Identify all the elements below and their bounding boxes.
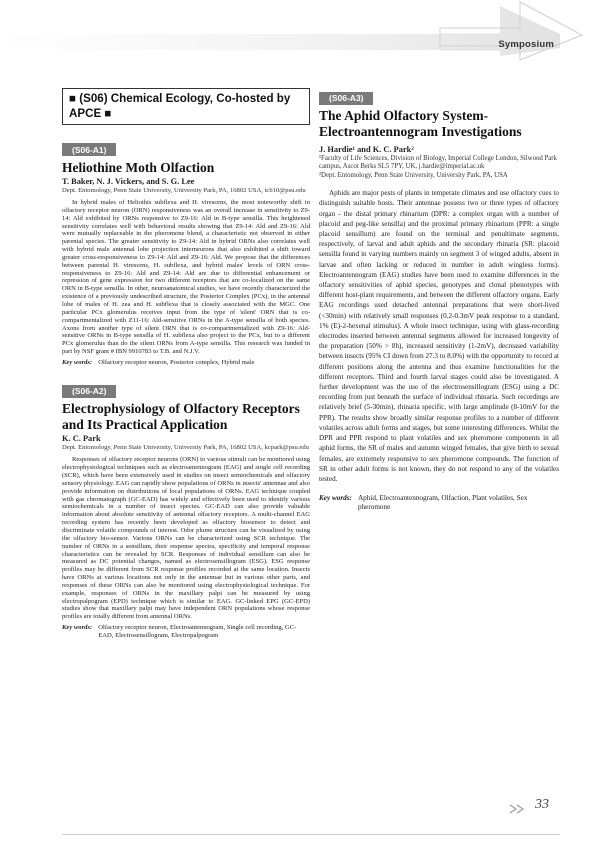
- abstract-title: Electrophysiology of Olfactory Receptors and Its Practical Application: [62, 401, 300, 432]
- abstract-tag: (S06-A3): [319, 92, 373, 105]
- abstract-body: [62, 456, 310, 621]
- symposium-header-graphic: [0, 0, 600, 62]
- keywords-list: Olfactory receptor neuron, Posterior complex, Hybrid male: [98, 358, 255, 366]
- keywords-list: Olfactory receptor neuron, Electroantennogram, Single cell recording, GC-EAD, Electrosensillogram, Electropalpogram: [98, 624, 297, 640]
- affiliation-line: ¹Faculty of Life Sciences, Division of Biology, Imperial College London, Silwood Park campus, Ascot Berks SL5 7PY, UK, j.hardie@imperial.ac.uk: [319, 155, 557, 171]
- affiliation-line: ²Dept. Entomology, Penn State University, University Park, PA, USA: [319, 171, 508, 179]
- abstract-title: The Aphid Olfactory System-Electroantennogram Investigations: [319, 108, 522, 139]
- abstract-authors: T. Baker, N. J. Vickers, and S. G. Lee: [62, 177, 195, 186]
- footer-rule: [62, 834, 560, 835]
- keywords: [62, 359, 310, 367]
- abstract-tag: (S06-A1): [62, 143, 116, 156]
- right-column: [319, 88, 559, 512]
- abstract-affiliation: Dept. Entomology, Penn State University, University Park, PA, 16802 USA, tcb10@psu.edu: [62, 187, 306, 194]
- abstract-paragraph: Responses of olfactory receptor neurons (ORN) to various stimuli can be monitored using electrophysiological techniques such as electroantennogram (EAG) and single cell recording (SCR), which have been extensively used in studies on insect semiochemicals and olfactory sensory physiology. EAG can rapidly show populations of ORNs in insects' antennae and also provide information on distributions of local populations of ORNs. EAG technique coupled with gas chromatograph (GC-EAD) has widely and effectively been used to identify various semiochemicals in a number of insect species. GC-EAD can also provide valuable information about absolute sensitivity of antennal olfactory receptors. A multi-channel EAG recording system has recently been developed as olfactory biosensor to detect and discriminate volatile compounds of interest. Odor plume structure can be visualized by using the olfactory bio-sensor. Various ORNs can be characterized using SCR technique. The number of ORNs in a sensillum, their response spectra, specificity and temporal response characteristics can be revealed by SCR. Responses of individual sensillum can also be measured as DC potential changes, named as electrosensillogram (ESG). ESG response profiles may be different from SCR response profiles recorded at the same location. Insects have ORNs at various locations not only in the antennae but in various other parts, and responses of these ORNs can also be monitored using electrophysiological technique. For example, responses of ORNs in the maxillary palpi can be measured by using electropalpogram (EPD) technique which is similar to EAG. GC-linked EPG (GC-EPD) studies show that maxillary palpi may have independent ORN populations whose response profiles are totally different from antennal ORNs.: [62, 456, 310, 621]
- keywords: [62, 624, 310, 640]
- abstract-title: Heliothine Moth Olfaction: [62, 159, 215, 175]
- keywords-label: Key words:: [62, 358, 93, 366]
- keywords-label: Key words:: [319, 494, 352, 503]
- double-chevron-right-icon: [509, 804, 529, 814]
- abstract-paragraph: Aphids are major pests of plants in temperate climates and use olfactory cues to distinguish suitable hosts. Their antennae possess two or three types of olfactory organ - the distal primary rhinarium (DPR: a complex organ with a number of placoid and peg-like sensilla) and the proximal primary rhinarium (PPR: a single placoid sensillum) are found on the terminal and penultimate segments, respectively, of larval and adult aphids and the secondary rhinaria (SR: placoid sensilla found in varying numbers mainly on segment 3 of winged adults, absent in larvae and often lacking or reduced in number in adult wingless forms). Electroantennogram (EAG) studies have been used to examine differences in the olfactory sensitivities of aphid species, genotypes and clonal phenotypes with different host-plant requirements, and between the different olfactory organs. Early EAG recordings used detached antennal preparations that were short-lived (<30min) with relatively small responses (0.2-0.3mV peak response to a standard, 1% (E)-2-hexenal stimulus). A whole insect technique, using with glass-recording electrodes inserted between antennal segments allowed for increased longevity of the preparation (50% > 8h), increased sensitivity (1-2mV), decreased variability between insects (95% CI down from 27.3 to 8.0%) with the opportunity to record at different positions along the antenna and thus examine functionalities for the different receptors. Third and fourth larval stages could also be investigated. A further development was the use of the electrosensillogram (ESG) using a DC recording from just beneath the surface of individual rhinaria. Such recordings are relatively brief (5-30min), rhinaria specific, with large amplitude (8-10mV for the PPR). The results show broadly similar response profiles to a number of different volatiles across adult forms and stages, but some interesting differences. Whilst the DPR and PPR respond to plant volatiles and sex pheromone components in all aphid forms, the SR of males and autumn winged females, that give birth to sexual females, are extremely responsive to sex pheromone compounds. The function of SR in other adult forms is not known, they do not respond to any of the volatiles tested.: [319, 189, 559, 483]
- abstract-body: [319, 188, 559, 484]
- keywords: [319, 494, 559, 512]
- keywords-label: Key words:: [62, 624, 93, 632]
- keywords-list: Aphid, Electroantennogram, Olfaction, Plant volatiles, Sex pheromone: [357, 494, 528, 512]
- abstract-authors: J. Hardie¹ and K. C. Park²: [319, 145, 414, 154]
- abstract-affiliation: [319, 155, 559, 180]
- left-column: [62, 88, 310, 640]
- session-banner: ■ (S06) Chemical Ecology, Co-hosted by APCE ■: [62, 88, 310, 125]
- abstract-body: [62, 199, 310, 356]
- abstract-paragraph: In hybrid males of Heliothis subflexa and H. virescens, the most noteworthy shift in olfactory receptor neuron (ORN) responsiveness was an overall increase in sensitivity to Z9-14: Ald exhibited by ORNs responsive to Z9-16: Ald in B-type sensilla. This heightened sensitivity correlates well with behavioral results showing that Z9-14: Ald and Z9-16: Ald were mutually replaceable in the pheromone blend, a characteristic not observed in either parental species. The greater sensitivity to Z9-14: Ald in hybrid ORNs also correlates well with hybrid male antennal lobe projection interneurons that also exhibited a shift toward greater cross-responsiveness to Z9-14: Ald and Z9-16: Ald. We propose that the differences between parental H. virescens, H. subflexa, and hybrid males' levels of ORN cross-responsiveness to Z9-16: Ald and Z9-14: Ald are due to differential enhancement or repression of gene expression for two different receptors that are co-localized on the same ORN in B-type sensilla. In other, neuroanatomical studies, we have recently characterized the existence of a previously undescribed structure, the Posterior Complex (PCx), in the antennal lobe of males of H. zea and H. subflexa that is closely associated with the MGC. One particular PCx glomerulus receives input from the type of 'silent' ORN that is co-compartmentalized with Z11-16: Ald-sensitive ORNs in the A-type sensilla of both species. Axons from another type of silent ORN that is co-compartmentalized with Z9-16: Ald-sensitive ORNs in B-type sensilla of H. subflexa also project to the PCx, but to a different PCx glomerulus than do the silent ORNs from A-type sensilla. This research was funded in part by NSF grant # IBN 9910783 to T.B. and N.J.V.: [62, 199, 310, 356]
- abstract-authors: K. C. Park: [62, 434, 101, 444]
- abstract-tag: (S06-A2): [62, 385, 116, 398]
- section-label: Symposium: [498, 39, 554, 50]
- abstract-affiliation: Dept. Entomology, Penn State University, University Park, PA, 16802 USA, kcpark@psu.edu: [62, 444, 309, 452]
- page-number: 33: [535, 797, 549, 812]
